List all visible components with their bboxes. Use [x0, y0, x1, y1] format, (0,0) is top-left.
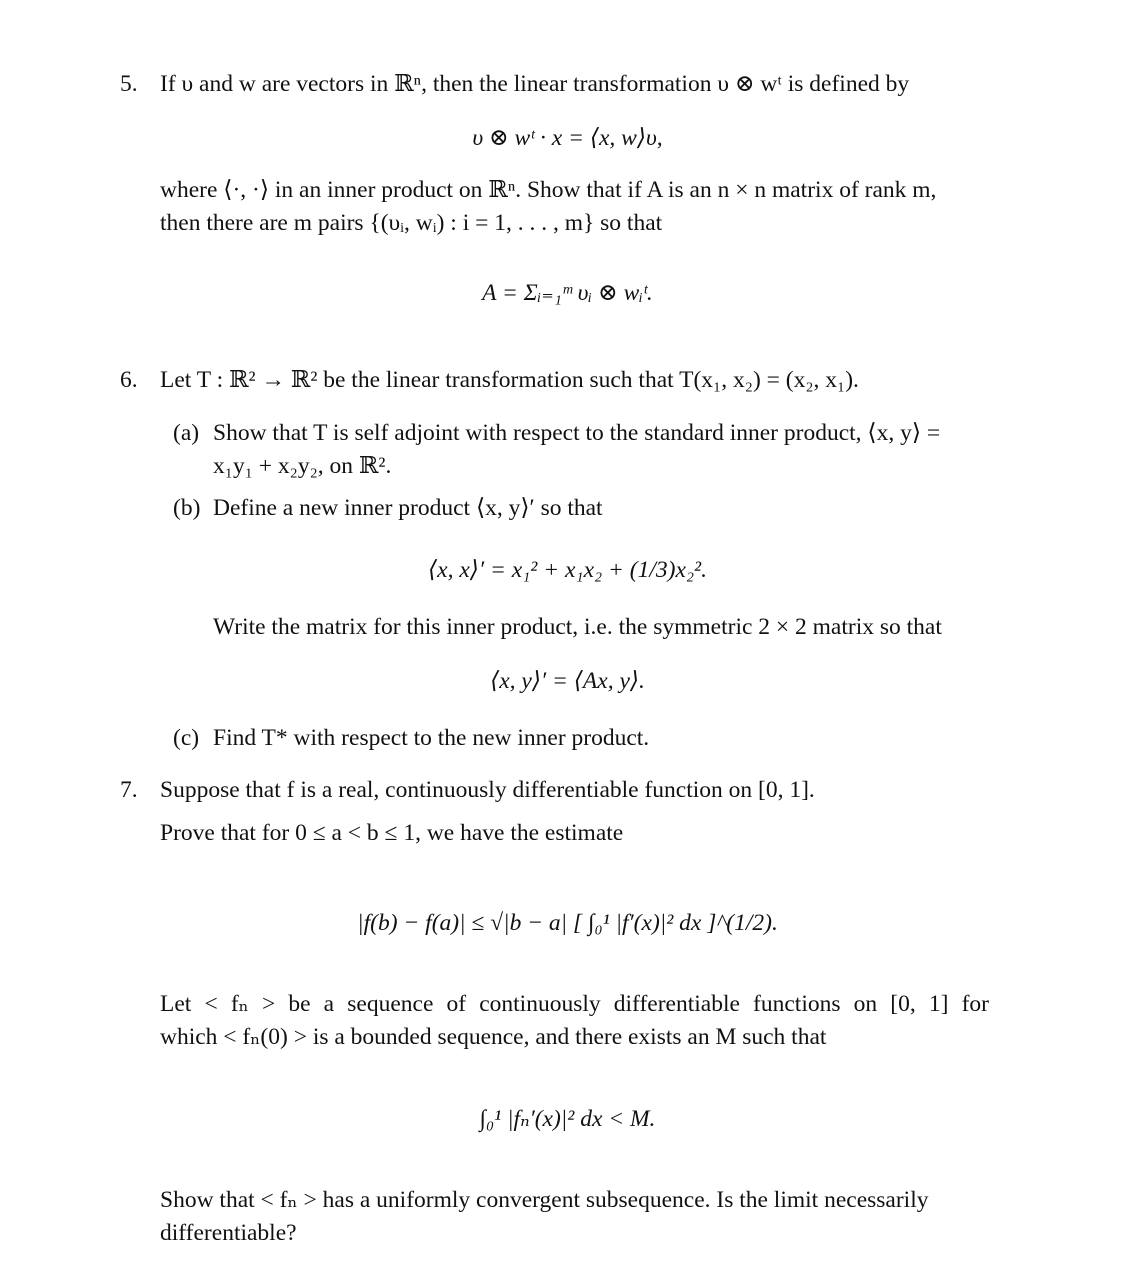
problem-7-equation-2: ∫₀¹ |fₙ′(x)|² dx < M.	[479, 1106, 656, 1132]
problem-7-number: 7.	[120, 777, 138, 803]
problem-6a-label: (a)	[173, 420, 200, 446]
problem-5-line-1: If υ and w are vectors in ℝⁿ, then the linear transformation υ ⊗ wᵗ is defined by	[160, 71, 910, 97]
problem-6-number: 6.	[120, 367, 138, 393]
problem-7-line-5: Show that < fₙ > has a uniformly convergent subsequence. Is the limit necessarily	[160, 1187, 929, 1213]
problem-6a-line-1: Show that T is self adjoint with respect to the standard inner product, ⟨x, y⟩ =	[213, 420, 941, 446]
problem-5-line-2: where ⟨·, ·⟩ in an inner product on ℝⁿ. Show that if A is an n × n matrix of rank m,	[160, 177, 937, 203]
problem-7-line-1: Suppose that f is a real, continuously differentiable function on [0, 1].	[160, 777, 815, 803]
problem-7-line-2: Prove that for 0 ≤ a < b ≤ 1, we have the estimate	[160, 820, 624, 846]
problem-6c-line-1: Find T* with respect to the new inner product.	[213, 725, 650, 751]
problem-7-line-3: Let < fₙ > be a sequence of continuously differentiable functions on [0, 1] for	[160, 991, 989, 1017]
problem-5-number: 5.	[120, 71, 138, 97]
problem-5-equation-2: A = Σᵢ₌₁ᵐ υᵢ ⊗ wᵢᵗ.	[482, 280, 653, 306]
problem-6c-label: (c)	[173, 725, 200, 751]
problem-6b-label: (b)	[173, 495, 201, 521]
problem-6b-line-1: Define a new inner product ⟨x, y⟩′ so that	[213, 495, 603, 521]
problem-6-line-1: Let T : ℝ² → ℝ² be the linear transformation such that T(x₁, x₂) = (x₂, x₁).	[160, 367, 859, 393]
problem-5-line-3: then there are m pairs {(υᵢ, wᵢ) : i = 1, . . . , m} so that	[160, 210, 663, 236]
problem-6b-line-2: Write the matrix for this inner product, i.e. the symmetric 2 × 2 matrix so that	[213, 614, 942, 640]
problem-7-line-6: differentiable?	[160, 1220, 297, 1246]
problem-6b-equation-1: ⟨x, x⟩′ = x₁² + x₁x₂ + (1/3)x₂².	[428, 557, 707, 583]
problem-7-equation-1: |f(b) − f(a)| ≤ √|b − a| [ ∫₀¹ |f′(x)|² dx ]^(1/2).	[357, 910, 778, 936]
problem-7-line-4: which < fₙ(0) > is a bounded sequence, and there exists an M such that	[160, 1024, 827, 1050]
problem-6b-equation-2: ⟨x, y⟩′ = ⟨Ax, y⟩.	[490, 668, 645, 694]
problem-6a-line-2: x₁y₁ + x₂y₂, on ℝ².	[213, 453, 392, 479]
problem-5-equation-1: υ ⊗ wᵗ · x = ⟨x, w⟩υ,	[472, 125, 663, 151]
